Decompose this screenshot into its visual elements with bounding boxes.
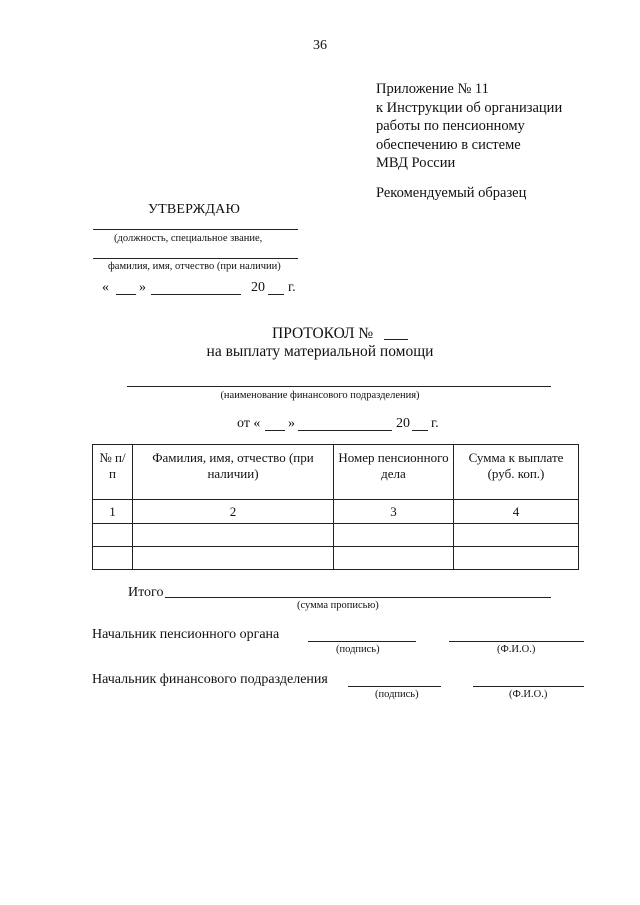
table-cell [334, 547, 454, 570]
finance-head-sign-line [348, 686, 441, 687]
finance-head-label: Начальник финансового подразделения [92, 672, 328, 687]
pension-head-name-caption: (Ф.И.О.) [497, 644, 536, 655]
pension-head-sign-caption: (подпись) [336, 644, 380, 655]
table-cell [454, 547, 579, 570]
pension-head-name-line [449, 641, 584, 642]
finance-head-sign-caption: (подпись) [375, 689, 419, 700]
table-cell [133, 524, 334, 547]
total-caption: (сумма прописью) [297, 600, 379, 611]
header-full-name: Фамилия, имя, отчество (при наличии) [133, 445, 334, 500]
date-from-suffix: г. [431, 416, 439, 431]
approval-month-line [151, 294, 241, 295]
table-header-row [93, 445, 579, 500]
appendix-line: работы по пенсионному [376, 118, 525, 134]
approval-heading: УТВЕРЖДАЮ [148, 202, 241, 217]
pension-head-sign-line [308, 641, 416, 642]
date-from-day-line [265, 430, 285, 431]
column-number-cell: 4 [454, 500, 579, 524]
column-number-cell: 2 [133, 500, 334, 524]
table-row [93, 547, 579, 570]
payment-table [92, 444, 579, 570]
date-from-prefix: от « [237, 416, 261, 431]
header-number: № п/п [93, 445, 133, 500]
date-from-year-line [412, 430, 428, 431]
approval-year-suffix: г. [288, 280, 296, 295]
subdivision-caption: (наименование финансового подразделения) [220, 390, 420, 401]
date-from-close: » [288, 416, 295, 431]
finance-head-name-line [473, 686, 584, 687]
column-number-cell: 1 [93, 500, 133, 524]
column-number-cell: 3 [334, 500, 454, 524]
table-cell [93, 524, 133, 547]
approval-date-open: « [102, 280, 109, 295]
table-cell [454, 524, 579, 547]
approval-year-line [268, 294, 284, 295]
total-line [165, 597, 551, 598]
name-caption: фамилия, имя, отчество (при наличии) [108, 261, 281, 272]
page-number: 36 [313, 38, 327, 53]
approval-date-close: » [139, 280, 146, 295]
total-label: Итого [128, 585, 164, 600]
appendix-block [376, 80, 562, 173]
table-cell [334, 524, 454, 547]
table-cell [93, 547, 133, 570]
protocol-number-line [384, 339, 408, 340]
protocol-subtitle: на выплату материальной помощи [206, 343, 434, 360]
appendix-line: МВД России [376, 155, 456, 171]
position-caption: (должность, специальное звание, [114, 233, 263, 244]
date-from-year: 20 [396, 416, 410, 431]
date-from-month-line [298, 430, 392, 431]
finance-head-name-caption: (Ф.И.О.) [509, 689, 548, 700]
subdivision-line [127, 386, 551, 387]
pension-head-label: Начальник пенсионного органа [92, 627, 280, 642]
name-line [93, 258, 298, 259]
table-cell [133, 547, 334, 570]
table-column-numbers-row [93, 500, 579, 524]
table-row [93, 524, 579, 547]
protocol-title: ПРОТОКОЛ № [272, 325, 374, 342]
approval-year: 20 [251, 280, 265, 295]
header-amount: Сумма к выплате (руб. коп.) [454, 445, 579, 500]
position-line [93, 229, 298, 230]
appendix-line: обеспечению в системе [376, 136, 521, 153]
recommended-sample-label: Рекомендуемый образец [376, 185, 527, 201]
approval-day-line [116, 294, 136, 295]
appendix-line: Приложение № 11 [376, 81, 489, 97]
appendix-line: к Инструкции об организации [376, 99, 563, 116]
header-pension-case: Номер пенсионного дела [334, 445, 454, 500]
